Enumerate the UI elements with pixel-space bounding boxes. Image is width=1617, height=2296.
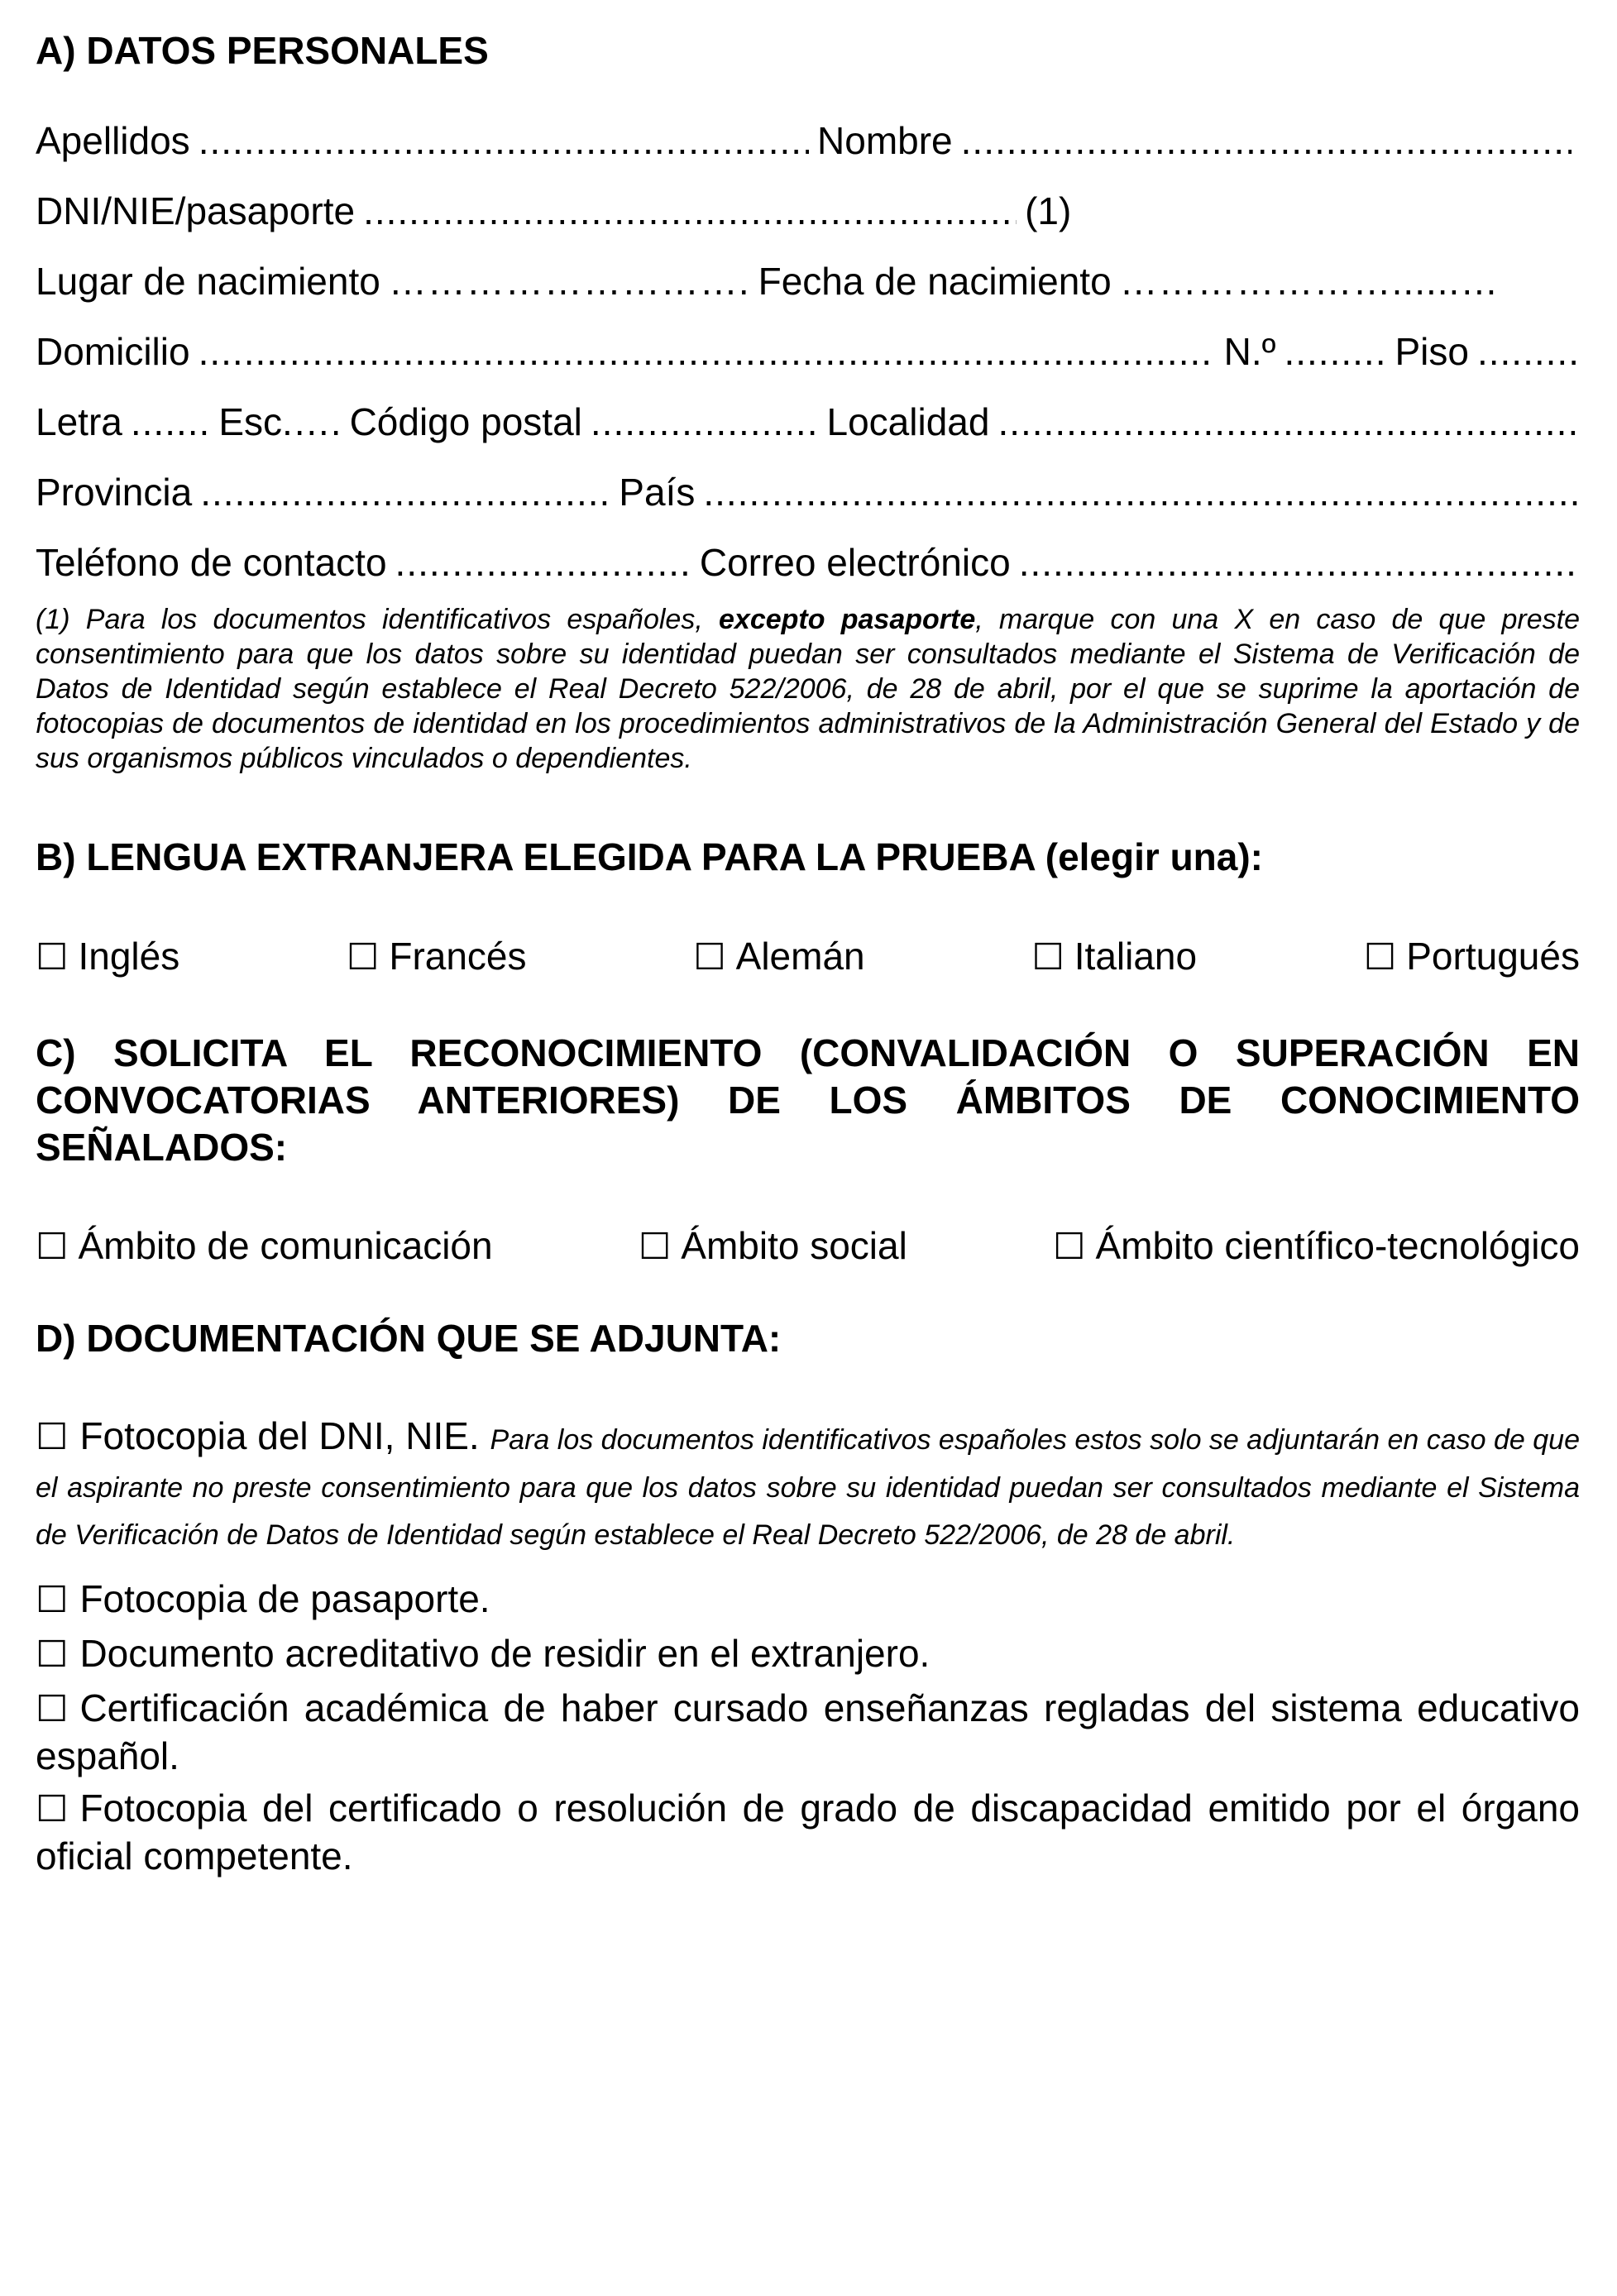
checkbox-icon[interactable]: ☐ — [1031, 936, 1064, 978]
row-provincia-pais — [36, 469, 1580, 515]
telefono-field[interactable]: .......................... — [395, 541, 691, 584]
doc-item-certificacion-label: Certificación académica de haber cursado enseñanzas regladas del sistema educativo español. — [36, 1686, 1580, 1777]
checkbox-icon[interactable]: ☐ — [1363, 936, 1397, 978]
option-label: Francés — [389, 935, 527, 978]
checkbox-icon[interactable]: ☐ — [36, 1416, 69, 1458]
row-contacto — [36, 539, 1580, 586]
row-dni — [36, 188, 1580, 234]
doc-item-discapacidad — [36, 1785, 1580, 1880]
footnote-text-2: , marque con una X en caso de que preste consentimiento para que los datos sobre su identidad puedan ser consultados mediante el Sistema de Verificación de Datos de Identidad según establece el Real Decreto 522/2006, de 28 de abril, por el que se suprime la aportación de fotocopias de documentos de identidad en los procedimientos administrativos de la Administración General del Estado y de sus organismos públicos vinculados o dependientes. — [36, 604, 1580, 774]
domicilio-field[interactable] — [199, 328, 1216, 375]
piso-field[interactable]: ......... — [1476, 330, 1580, 373]
apellidos-field[interactable] — [199, 117, 809, 164]
footnote-text-1: (1) Para los documentos identificativos españoles, — [36, 604, 703, 635]
doc-item-dni-label: Fotocopia del DNI, NIE. — [79, 1414, 480, 1457]
domicilio-label: Domicilio — [36, 330, 190, 373]
row-domicilio — [36, 328, 1580, 375]
pais-label: País — [619, 471, 696, 514]
option-label: Ámbito científico-tecnológico — [1095, 1224, 1580, 1267]
section-a-title: A) DATOS PERSONALES — [36, 29, 489, 72]
numero-label: N.º — [1223, 330, 1276, 373]
doc-item-pasaporte — [36, 1576, 1580, 1624]
doc-item-dni — [36, 1413, 1580, 1555]
doc-item-certificacion — [36, 1685, 1580, 1780]
correo-label: Correo electrónico — [699, 541, 1011, 584]
option-italiano[interactable] — [1031, 933, 1197, 981]
letra-label: Letra — [36, 400, 122, 443]
doc-item-dni-note: Para los documentos identificativos españoles estos solo se adjuntarán en caso de que el aspirante no preste consentimiento para que los datos sobre su identidad puedan ser consultados mediante el Sistema de Verificación de Datos de Identidad según establece el Real Decreto 522/2006, de 28 de abril. — [36, 1424, 1580, 1551]
section-d-title: D) DOCUMENTACIÓN QUE SE ADJUNTA: — [36, 1317, 782, 1360]
option-aleman[interactable] — [693, 933, 864, 981]
checkbox-icon[interactable]: ☐ — [36, 1688, 69, 1730]
language-options — [36, 933, 1580, 981]
localidad-field[interactable] — [997, 399, 1580, 445]
dni-field[interactable] — [363, 188, 1017, 234]
nombre-field[interactable] — [961, 117, 1572, 164]
option-label: Inglés — [78, 935, 180, 978]
doc-item-pasaporte-label: Fotocopia de pasaporte. — [79, 1577, 490, 1620]
lugar-nacimiento-field[interactable]: ………………………. — [388, 260, 750, 303]
escalera-label[interactable]: Esc.…. — [218, 400, 342, 443]
checkbox-icon[interactable]: ☐ — [36, 936, 69, 978]
checkbox-icon[interactable]: ☐ — [36, 1579, 69, 1621]
option-ambito-cientifico[interactable] — [1053, 1222, 1580, 1270]
section-a-footnote — [36, 602, 1580, 776]
ambito-options — [36, 1222, 1580, 1270]
doc-item-residencia — [36, 1630, 1580, 1678]
option-label: Ámbito de comunicación — [78, 1224, 493, 1267]
section-b-title: B) LENGUA EXTRANJERA ELEGIDA PARA LA PRUEBA (elegir una): — [36, 835, 1263, 878]
option-portugues[interactable] — [1364, 933, 1580, 981]
telefono-label: Teléfono de contacto — [36, 541, 387, 584]
provincia-label: Provincia — [36, 471, 193, 514]
option-label: Portugués — [1406, 935, 1580, 978]
correo-field[interactable] — [1019, 539, 1580, 586]
dni-reference: (1) — [1025, 189, 1072, 232]
option-ambito-social[interactable] — [639, 1222, 907, 1270]
dni-label: DNI/NIE/pasaporte — [36, 189, 356, 232]
checkbox-icon[interactable]: ☐ — [638, 1226, 672, 1268]
option-label: Alemán — [735, 935, 865, 978]
piso-label: Piso — [1395, 330, 1469, 373]
localidad-label: Localidad — [826, 400, 990, 443]
nombre-label: Nombre — [817, 119, 953, 162]
option-frances[interactable] — [347, 933, 527, 981]
apellidos-label: Apellidos — [36, 119, 190, 162]
letra-field[interactable]: ....... — [130, 400, 211, 443]
section-c-title: C) SOLICITA EL RECONOCIMIENTO (CONVALIDACIÓN O SUPERACIÓN EN CONVOCATORIAS ANTERIORES) DE LOS ÁMBITOS DE CONOCIMIENTO SEÑALADOS: — [36, 1031, 1580, 1169]
lugar-nacimiento-label: Lugar de nacimiento — [36, 260, 380, 303]
row-apellidos-nombre — [36, 117, 1580, 164]
option-ingles[interactable] — [36, 933, 179, 981]
doc-item-discapacidad-label: Fotocopia del certificado o resolución de grado de discapacidad emitido por el órgano oficial competente. — [36, 1787, 1580, 1877]
checkbox-icon[interactable]: ☐ — [1053, 1226, 1086, 1268]
provincia-field[interactable]: .................................... — [200, 471, 611, 514]
checkbox-icon[interactable]: ☐ — [36, 1226, 69, 1268]
fecha-nacimiento-field[interactable]: …………………......… — [1119, 260, 1500, 303]
row-nacimiento — [36, 258, 1580, 304]
checkbox-icon[interactable]: ☐ — [36, 1634, 69, 1676]
row-direccion — [36, 399, 1580, 445]
fecha-nacimiento-label: Fecha de nacimiento — [758, 260, 1112, 303]
checkbox-icon[interactable]: ☐ — [346, 936, 380, 978]
option-label: Italiano — [1074, 935, 1198, 978]
checkbox-icon[interactable]: ☐ — [693, 936, 726, 978]
option-label: Ámbito social — [681, 1224, 907, 1267]
checkbox-icon[interactable]: ☐ — [36, 1788, 69, 1830]
option-ambito-comunicacion[interactable] — [36, 1222, 493, 1270]
doc-item-residencia-label: Documento acreditativo de residir en el extranjero. — [79, 1632, 930, 1675]
numero-field[interactable]: ......... — [1284, 330, 1387, 373]
footnote-bold: excepto pasaporte — [719, 604, 976, 635]
codigo-postal-label: Código postal — [349, 400, 582, 443]
codigo-postal-field[interactable]: .................... — [590, 400, 819, 443]
pais-field[interactable] — [703, 469, 1580, 515]
